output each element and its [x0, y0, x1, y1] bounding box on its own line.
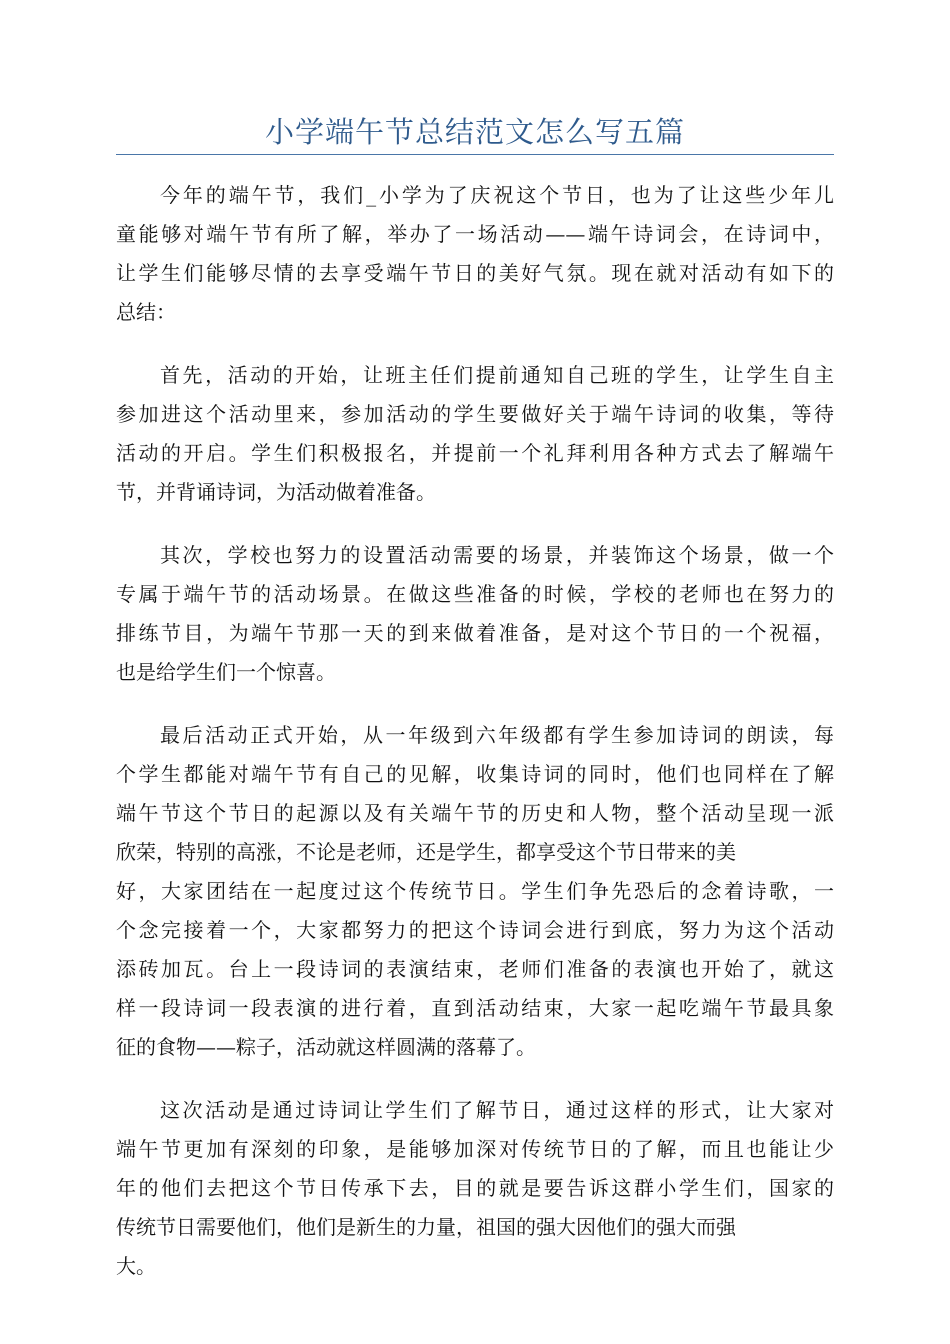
paragraph-line: 端午节更加有深刻的印象，是能够加深对传统节日的了解，而且也能让少	[116, 1137, 834, 1161]
paragraph-line: 节，并背诵诗词，为活动做着准备。	[116, 480, 436, 504]
paragraph-line: 今年的端午节，我们_小学为了庆祝这个节日，也为了让这些少年儿	[160, 183, 834, 207]
paragraph-line: 好，大家团结在一起度过这个传统节日。学生们争先恐后的念着诗歌，一	[116, 879, 834, 903]
paragraph-line: 大。	[116, 1254, 156, 1278]
document-title: 小学端午节总结范文怎么写五篇	[264, 115, 685, 149]
paragraph-1	[116, 176, 834, 332]
paragraph-line: 添砖加瓦。台上一段诗词的表演结束，老师们准备的表演也开始了，就这	[116, 957, 834, 981]
paragraph-4	[116, 716, 834, 1067]
paragraph-line: 样一段诗词一段表演的进行着，直到活动结束，大家一起吃端午节最具象	[116, 996, 834, 1020]
paragraph-line: 年的他们去把这个节日传承下去，目的就是要告诉这群小学生们，国家的	[116, 1176, 834, 1200]
paragraph-line: 传统节日需要他们，他们是新生的力量，祖国的强大因他们的强大而强	[116, 1215, 736, 1239]
paragraph-line: 专属于端午节的活动场景。在做这些准备的时候，学校的老师也在努力的	[116, 582, 834, 606]
paragraph-line: 这次活动是通过诗词让学生们了解节日，通过这样的形式，让大家对	[160, 1098, 834, 1122]
paragraph-line: 让学生们能够尽情的去享受端午节日的美好气氛。现在就对活动有如下的	[116, 261, 834, 285]
paragraph-line: 也是给学生们一个惊喜。	[116, 660, 336, 684]
paragraph-2	[116, 356, 834, 512]
paragraph-line: 个学生都能对端午节有自己的见解，收集诗词的同时，他们也同样在了解	[116, 762, 834, 786]
document-body	[116, 176, 834, 1310]
paragraph-line: 参加进这个活动里来，参加活动的学生要做好关于端午诗词的收集，等待	[116, 402, 834, 426]
paragraph-line: 最后活动正式开始，从一年级到六年级都有学生参加诗词的朗读，每	[160, 723, 834, 747]
paragraph-line: 活动的开启。学生们积极报名，并提前一个礼拜利用各种方式去了解端午	[116, 441, 834, 465]
paragraph-5	[116, 1091, 834, 1286]
paragraph-line: 个念完接着一个，大家都努力的把这个诗词会进行到底，努力为这个活动	[116, 918, 834, 942]
paragraph-line: 总结：	[116, 300, 176, 324]
paragraph-line: 端午节这个节日的起源以及有关端午节的历史和人物，整个活动呈现一派	[116, 801, 834, 825]
paragraph-line: 排练节目，为端午节那一天的到来做着准备，是对这个节日的一个祝福，	[116, 621, 834, 645]
paragraph-line: 童能够对端午节有所了解，举办了一场活动——端午诗词会，在诗词中，	[116, 222, 834, 246]
paragraph-line: 征的食物——粽子，活动就这样圆满的落幕了。	[116, 1035, 536, 1059]
paragraph-line: 首先，活动的开始，让班主任们提前通知自己班的学生，让学生自主	[160, 363, 834, 387]
paragraph-line: 其次，学校也努力的设置活动需要的场景，并装饰这个场景，做一个	[160, 543, 834, 567]
paragraph-line: 欣荣，特别的高涨，不论是老师，还是学生，都享受这个节日带来的美	[116, 840, 736, 864]
paragraph-3	[116, 536, 834, 692]
title-underline	[116, 154, 834, 155]
